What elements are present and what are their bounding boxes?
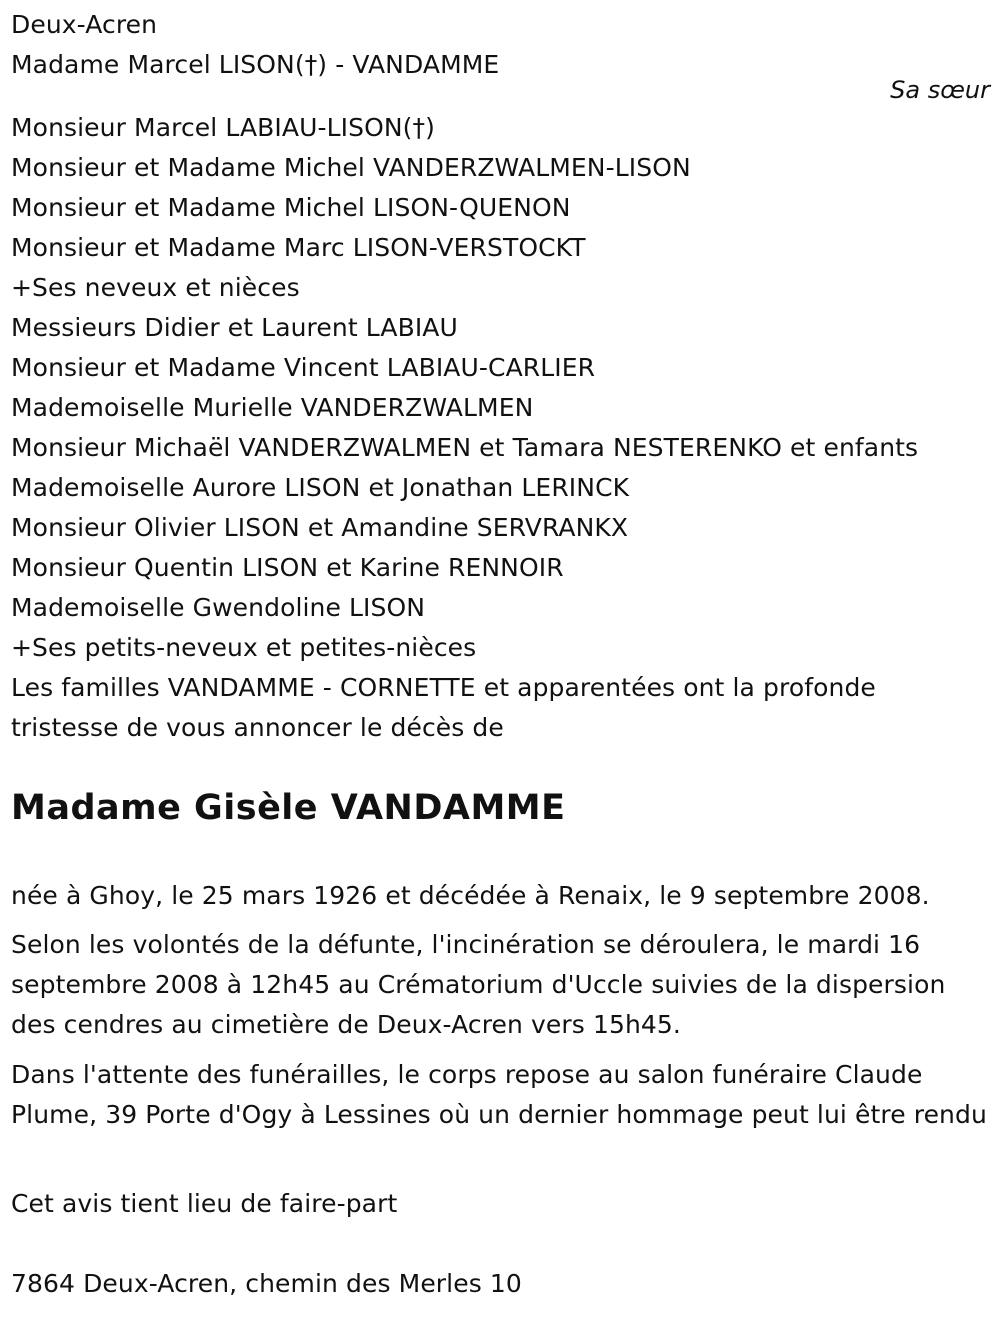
funeral-home-paragraph: Dans l'attente des funérailles, le corps repose au salon funéraire Claude Plume, 39 Porte d'Ogy à Lessines où un dernier hommage peut lui être rendu [11,1060,987,1129]
family-line: Monsieur et Madame Michel VANDERZWALMEN-LISON [11,153,691,182]
announcement-line: tristesse de vous annoncer le décès de [11,713,504,742]
ceremony-paragraph: Selon les volontés de la défunte, l'incinération se déroulera, le mardi 16 septembre 2008 à 12h45 au Crématorium d'Uccle suivies de la dispersion des cendres au cimetière de Deux-Acren vers 15h45. [11,930,946,1039]
family-line: Monsieur et Madame Michel LISON-QUENON [11,193,571,222]
family-line: Monsieur et Madame Vincent LABIAU-CARLIER [11,353,596,382]
family-line: +Ses neveux et nièces [11,273,300,302]
relation-label: Sa sœur [890,76,990,104]
family-line: +Ses petits-neveux et petites-nièces [11,633,477,662]
family-line: Messieurs Didier et Laurent LABIAU [11,313,458,342]
family-line: Mademoiselle Murielle VANDERZWALMEN [11,393,534,422]
announcement-line: Les familles VANDAMME - CORNETTE et apparentées ont la profonde [11,673,876,702]
deceased-name: Madame Gisèle VANDAMME [11,788,566,828]
location-heading: Deux-Acren [11,10,158,39]
address: 7864 Deux-Acren, chemin des Merles 10 [11,1269,522,1298]
family-line: Monsieur Michaël VANDERZWALMEN et Tamara NESTERENKO et enfants [11,433,919,462]
family-line: Monsieur Olivier LISON et Amandine SERVRANKX [11,513,629,542]
notice-paragraph: Cet avis tient lieu de faire-part [11,1189,398,1218]
family-line: Monsieur Marcel LABIAU-LISON(†) [11,113,435,142]
family-line: Madame Marcel LISON(†) - VANDAMME [11,50,500,79]
family-line: Mademoiselle Aurore LISON et Jonathan LERINCK [11,473,630,502]
family-line: Monsieur et Madame Marc LISON-VERSTOCKT [11,233,586,262]
family-line: Monsieur Quentin LISON et Karine RENNOIR [11,553,564,582]
birth-death-paragraph: née à Ghoy, le 25 mars 1926 et décédée à Renaix, le 9 septembre 2008. [11,881,930,910]
family-line: Mademoiselle Gwendoline LISON [11,593,426,622]
